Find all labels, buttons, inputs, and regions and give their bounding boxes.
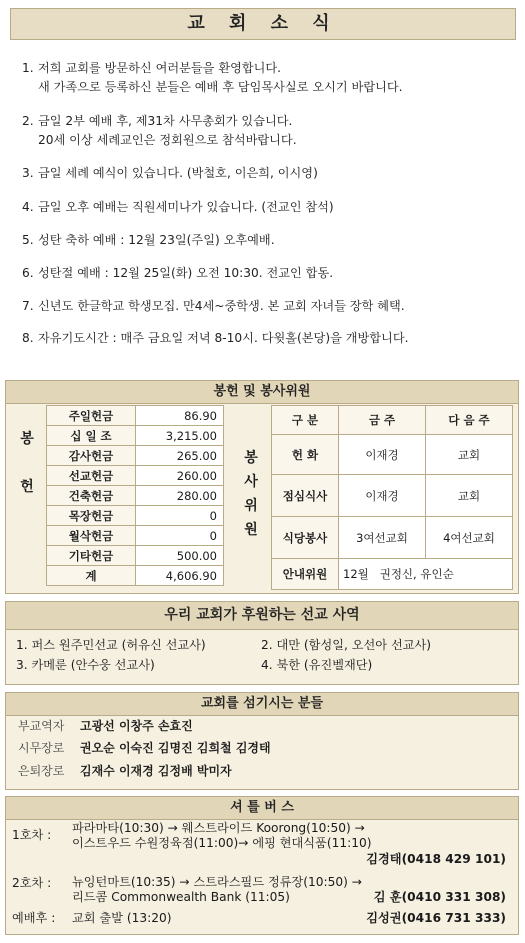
volunteer-next-week: 교회: [426, 475, 513, 517]
table-row: [272, 435, 513, 475]
pastor-role: 시무장로: [18, 741, 65, 755]
notice-text: 성탄절 예배 : 12월 25일(화) 오전 10:30. 전교인 합동.: [38, 266, 334, 280]
table-row: [47, 486, 224, 506]
table-row: [47, 506, 224, 526]
notice-text: 새 가족으로 등록하신 분들은 예배 후 담임목사실로 오시기 바랍니다.: [38, 80, 403, 94]
notice-4: [22, 198, 334, 217]
missions-header: 우리 교회가 후원하는 선교 사역: [5, 601, 519, 630]
bus3-driver: 김성권(0416 731 333): [366, 911, 506, 925]
offering-amount: 0: [136, 506, 224, 526]
table-row: [47, 466, 224, 486]
bus3-label: 예배후 :: [12, 911, 56, 925]
offering-amount: 500.00: [136, 546, 224, 566]
offering-amount: 3,215.00: [136, 426, 224, 446]
pastor-names: 김재수 이재경 김정배 박미자: [80, 764, 232, 778]
notice-text: 금일 2부 예배 후, 제31차 사무총회가 있습니다.: [38, 114, 293, 128]
offering-table: [46, 405, 224, 586]
table-row: [47, 426, 224, 446]
offering-label: 감사헌금: [47, 446, 136, 466]
notice-number: 2.: [22, 114, 34, 128]
bus1-label: 1호차 :: [12, 828, 52, 842]
bus1-route-line1: 파라마타(10:30) → 웨스트라이드 Koorong(10:50) →: [72, 821, 365, 835]
notice-6: [22, 264, 333, 283]
volunteer-side-label: [236, 446, 266, 542]
notice-text: 금일 세례 예식이 있습니다. (박철호, 이은희, 이시영): [38, 166, 318, 180]
notice-7: [22, 297, 405, 316]
table-row: [272, 475, 513, 517]
offering-amount: 260.00: [136, 466, 224, 486]
bus1-route-line2: 이스트우드 수원정육점(11:00)→ 에핑 현대식품(11:10): [72, 836, 372, 850]
pastor-names: 권오순 이숙진 김명진 김희철 김경태: [80, 741, 271, 755]
notice-text: 20세 이상 세례교인은 정회원으로 참석바랍니다.: [38, 133, 297, 147]
page-title: 교 회 소 식: [10, 8, 516, 40]
notice-2: [22, 112, 297, 150]
notice-8: [22, 329, 408, 348]
offering-label: 십 일 조: [47, 426, 136, 446]
column-header: 금 주: [339, 406, 426, 435]
notice-number: 5.: [22, 233, 34, 247]
pastor-role: 은퇴장로: [18, 764, 65, 778]
pastors-header: 교회를 섬기시는 분들: [5, 692, 519, 716]
volunteer-next-week: 교회: [426, 435, 513, 475]
offering-side-label: [12, 425, 42, 501]
notice-number: 4.: [22, 200, 34, 214]
table-row: [47, 526, 224, 546]
notice-number: 7.: [22, 299, 34, 313]
bus2-driver: 김 훈(0410 331 308): [373, 890, 506, 904]
volunteer-role: 헌 화: [272, 435, 339, 475]
column-header: 구 분: [272, 406, 339, 435]
side-label-char: 위: [244, 498, 258, 514]
pastor-row: [18, 759, 232, 784]
side-label-char: 원: [244, 522, 258, 538]
table-row: [47, 546, 224, 566]
usher-cell: [339, 559, 513, 590]
notice-number: 1.: [22, 61, 34, 75]
mission-item: 4. 북한 (유진벨재단): [261, 658, 373, 672]
table-row: [272, 517, 513, 559]
table-row: [47, 406, 224, 426]
mission-item: 3. 카메룬 (안수웅 선교사): [16, 658, 155, 672]
pastor-row: [18, 736, 271, 761]
offering-header: 봉헌 및 봉사위원: [5, 380, 519, 404]
bus3-route: 교회 출발 (13:20): [72, 911, 172, 925]
offering-label: 건축헌금: [47, 486, 136, 506]
notice-text: 성탄 축하 예배 : 12월 23일(주일) 오후예배.: [38, 233, 275, 247]
offering-total-label: 계: [47, 566, 136, 586]
bus2-route-line2: 리드콤 Commonwealth Bank (11:05): [72, 890, 290, 904]
table-row: [272, 559, 513, 590]
volunteer-this-week: 이재경: [339, 435, 426, 475]
notice-5: [22, 231, 275, 250]
notice-number: 3.: [22, 166, 34, 180]
bus2-route-line1: 뉴잉턴마트(10:35) → 스트라스필드 정류장(10:50) →: [72, 875, 363, 889]
offering-amount: 265.00: [136, 446, 224, 466]
mission-item: 2. 대만 (함성일, 오선아 선교사): [261, 638, 432, 652]
pastor-names: 고광선 이창주 손효진: [80, 719, 193, 733]
side-label-char: 봉: [20, 431, 34, 447]
usher-names: 권정신, 유인순: [379, 567, 454, 581]
offering-label: 월삭헌금: [47, 526, 136, 546]
volunteer-this-week: 3여선교회: [339, 517, 426, 559]
offering-label: 주일헌금: [47, 406, 136, 426]
volunteer-role: 점심식사: [272, 475, 339, 517]
offering-label: 목장헌금: [47, 506, 136, 526]
volunteer-role: 식당봉사: [272, 517, 339, 559]
usher-month: 12월: [343, 567, 369, 581]
shuttle-header: 셔 틀 버 스: [5, 796, 519, 820]
bus1-driver: 김경태(0418 429 101): [366, 852, 506, 866]
volunteer-table: [271, 405, 513, 590]
side-label-char: 사: [244, 474, 258, 490]
notice-text: 자유기도시간 : 매주 금요일 저녁 8-10시. 다윗홀(본당)을 개방합니다.: [38, 331, 409, 345]
mission-item: 1. 퍼스 원주민선교 (허유신 선교사): [16, 638, 206, 652]
notice-1: [22, 59, 403, 97]
table-row: [47, 566, 224, 586]
notice-text: 저희 교회를 방문하신 여러분들을 환영합니다.: [38, 61, 282, 75]
offering-total-amount: 4,606.90: [136, 566, 224, 586]
bus2-label: 2호차 :: [12, 876, 52, 890]
side-label-char: 봉: [244, 450, 258, 466]
notice-text: 신년도 한글학교 학생모집. 만4세~중학생. 본 교회 자녀들 장학 혜택.: [38, 299, 405, 313]
notice-number: 6.: [22, 266, 34, 280]
usher-role: 안내위원: [272, 559, 339, 590]
table-row: [272, 406, 513, 435]
volunteer-next-week: 4여선교회: [426, 517, 513, 559]
table-row: [47, 446, 224, 466]
offering-amount: 86.90: [136, 406, 224, 426]
pastor-role: 부교역자: [18, 719, 65, 733]
offering-label: 선교헌금: [47, 466, 136, 486]
column-header: 다 음 주: [426, 406, 513, 435]
side-label-char: 헌: [20, 479, 34, 495]
offering-amount: 0: [136, 526, 224, 546]
notice-3: [22, 164, 318, 183]
offering-amount: 280.00: [136, 486, 224, 506]
notice-number: 8.: [22, 331, 34, 345]
notice-text: 금일 오후 예배는 직원세미나가 있습니다. (전교인 참석): [38, 200, 334, 214]
offering-label: 기타헌금: [47, 546, 136, 566]
volunteer-this-week: 이재경: [339, 475, 426, 517]
